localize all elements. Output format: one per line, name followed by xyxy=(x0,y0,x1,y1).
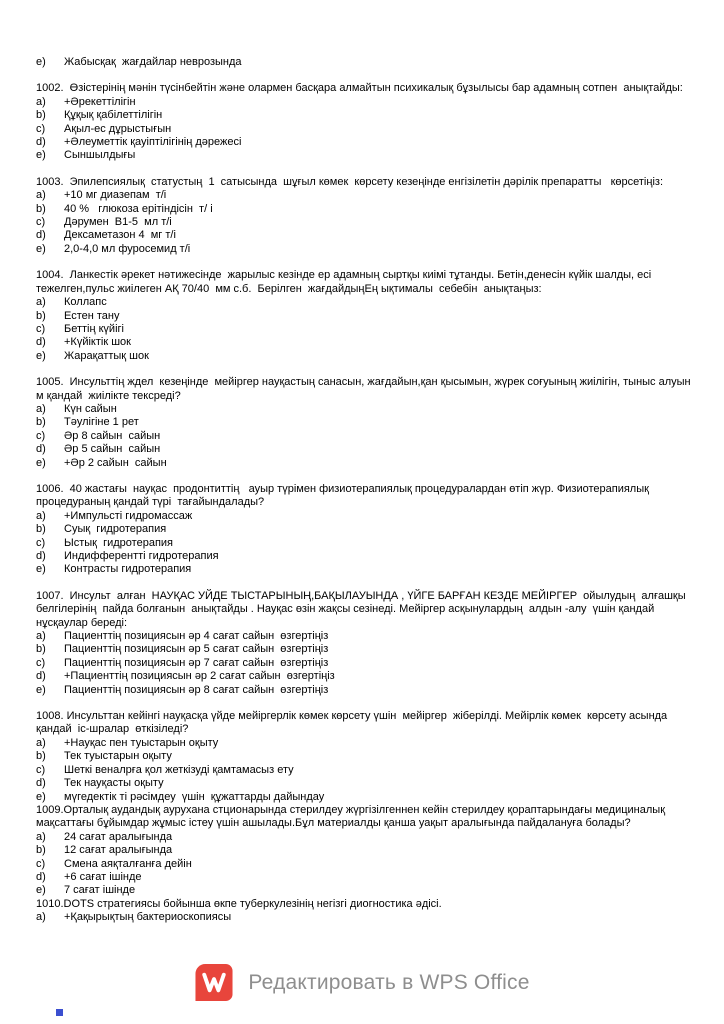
answer-option xyxy=(36,750,694,763)
option-text: Пациенттің позициясын әр 5 сағат сайын өзгертіңіз xyxy=(64,643,329,656)
wps-edit-button[interactable] xyxy=(0,963,724,1002)
option-text: Пациенттің позициясын әр 7 сағат сайын өзгертіңіз xyxy=(64,656,329,669)
option-letter: a) xyxy=(36,630,46,643)
answer-option xyxy=(36,550,694,563)
option-letter: e) xyxy=(36,884,46,897)
option-text: Тек науқасты оқыту xyxy=(64,777,164,790)
answer-option xyxy=(36,643,694,656)
option-letter: a) xyxy=(36,911,46,924)
option-letter: b) xyxy=(36,309,46,322)
option-text: +Әрекеттілігін xyxy=(64,95,136,108)
option-letter: d) xyxy=(36,136,46,149)
question-block xyxy=(36,898,694,925)
answer-option xyxy=(36,149,694,162)
option-text: 7 сағат ішінде xyxy=(64,884,136,897)
option-letter: a) xyxy=(36,830,46,843)
answer-option xyxy=(36,243,694,256)
option-text: Әр 8 сайын сайын xyxy=(64,429,161,442)
option-text: Пациенттің позициясын әр 8 сағат сайын өзгертіңіз xyxy=(64,683,329,696)
option-text: +Әр 2 сайын сайын xyxy=(64,456,167,469)
answer-option xyxy=(36,416,694,429)
option-letter: e) xyxy=(36,149,46,162)
answer-option xyxy=(36,563,694,576)
question-text: 1003. Эпилепсиялық статустың 1 сатысында шұғыл көмек көрсету кезеңінде енгізілетін дәрілік препаратты көрсетіңіз: xyxy=(36,175,663,188)
answer-option xyxy=(36,858,694,871)
answer-option xyxy=(36,350,694,363)
option-text: 12 сағат аралығында xyxy=(64,844,173,857)
wps-edit-label: Редактировать в WPS Office xyxy=(248,970,530,994)
answer-option xyxy=(36,323,694,336)
option-letter: b) xyxy=(36,523,46,536)
option-letter: b) xyxy=(36,202,46,215)
option-text: Ыстық гидротерапия xyxy=(64,536,174,549)
question-text: 1008. Инсульттан кейінгі науқасқа үйде мейіргерлік көмек көрсету үшін мейіргер жіберілді. Мейірлік көмек көрсету асында қандай іс-шралар өткізіледі? xyxy=(36,710,671,736)
question-block xyxy=(36,804,694,898)
option-text: +Күйіктік шок xyxy=(64,336,131,349)
option-letter: d) xyxy=(36,229,46,242)
question-block xyxy=(36,483,694,577)
option-letter: b) xyxy=(36,416,46,429)
question-text: 1006. 40 жастағы науқас продонтиттің ауыр түрімен физиотерапиялық процедуралардан өтіп жүр. Физиотерапиялық процедураның қандай түрі тағайындалады? xyxy=(36,482,652,509)
option-letter: e) xyxy=(36,790,46,803)
option-letter: b) xyxy=(36,643,46,656)
option-text: +Пациенттің позициясын әр 2 сағат сайын өзгертіңіз xyxy=(64,670,335,683)
option-letter: d) xyxy=(36,336,46,349)
option-letter: d) xyxy=(36,870,46,883)
answer-option xyxy=(36,229,694,242)
option-text: Дәрумен В1-5 мл т/і xyxy=(64,216,172,229)
option-text: Контрасты гидротерапия xyxy=(64,563,192,576)
option-letter: c) xyxy=(36,122,46,135)
answer-option xyxy=(36,430,694,443)
question-text: 1002. Өзістерінің мәнін түсінбейтін және олармен басқара алмайтын психикалық бұзылысы бар адамның сотпен анықтайды: xyxy=(36,82,683,95)
answer-option xyxy=(36,216,694,229)
option-letter: e) xyxy=(36,456,46,469)
question-text: 1009.Орталық аудандық аурухана стционарында стерилдеу жүргізілгеннен кейін стерилдеу қораптарындағы медициналық мақсаттағы бұйымдар жұмыс істеу үшін ашылады.Бұл материалды қанша уақыт аралығында пайдалануға болады? xyxy=(36,803,669,830)
option-text: Әр 5 сайын сайын xyxy=(64,443,161,456)
option-text: Индифферентті гидротерапия xyxy=(64,550,219,562)
answer-option xyxy=(36,777,694,790)
option-letter: a) xyxy=(36,95,46,108)
question-text: 1010.DOTS стратегиясы бойынша өкпе туберкулезінің негізгі диогностика әдісі. xyxy=(36,897,442,910)
option-text: Суық гидротерапия xyxy=(64,523,167,536)
question-block xyxy=(36,176,694,256)
answer-option xyxy=(36,310,694,323)
option-text: 2,0-4,0 мл фуросемид т/і xyxy=(64,242,191,255)
option-letter: a) xyxy=(36,509,46,522)
question-block xyxy=(36,269,694,363)
option-text: Пациенттің позициясын әр 4 сағат сайын өзгертіңіз xyxy=(64,630,329,643)
answer-option xyxy=(36,457,694,470)
corner-artifact xyxy=(56,1009,63,1016)
option-letter: c) xyxy=(36,536,46,549)
answer-option xyxy=(36,871,694,884)
answer-option xyxy=(36,884,694,897)
option-letter: c) xyxy=(36,216,46,229)
option-text: Шеткі веналрға қол жеткізуді қамтамасыз ету xyxy=(64,763,294,776)
answer-option xyxy=(36,96,694,109)
option-text: Жабысқақ жағдайлар неврозында xyxy=(64,56,242,68)
answer-option xyxy=(36,737,694,750)
option-letter: e) xyxy=(36,56,46,68)
option-text: Тәулігіне 1 рет xyxy=(64,416,139,429)
option-letter: b) xyxy=(36,844,46,857)
option-text: Естен тану xyxy=(64,309,120,322)
option-text: +10 мг диазепам т/і xyxy=(64,189,167,202)
answer-option xyxy=(36,764,694,777)
option-letter: c) xyxy=(36,429,46,442)
question-block xyxy=(36,376,694,470)
option-letter: d) xyxy=(36,777,46,790)
document-content xyxy=(36,56,694,925)
option-text: Беттің күйігі xyxy=(64,322,124,335)
option-letter: c) xyxy=(36,857,46,870)
option-text: Дексаметазон 4 мг т/і xyxy=(64,229,176,242)
option-letter: a) xyxy=(36,189,46,202)
option-letter: e) xyxy=(36,242,46,255)
question-text: 1004. Ланкестік әрекет нәтижесінде жарылыс кезінде ер адамның сыртқы киімі тұтанды. Бетін,денесін күйік шалды, есі тежелген,пульс жиілеген АҚ 70/40 мм с.б. Берілген жағдайдыңЕң ықтималы себебін анықтаңыз: xyxy=(36,269,655,295)
option-text: мүгедектік ті рәсімдеу үшін құжаттарды дайындау xyxy=(64,790,325,803)
option-text: 24 сағат аралығында xyxy=(64,830,173,843)
option-letter: c) xyxy=(36,322,46,335)
answer-option xyxy=(36,136,694,149)
answer-option xyxy=(36,684,694,697)
option-letter: e) xyxy=(36,349,46,362)
wps-logo-icon xyxy=(194,963,234,1002)
option-text: Коллапс xyxy=(64,296,107,309)
answer-option xyxy=(36,443,694,456)
question-block xyxy=(36,710,694,804)
option-text: +Қақырықтың бактериоскопиясы xyxy=(64,911,232,924)
option-letter: b) xyxy=(36,109,46,122)
answer-option xyxy=(36,831,694,844)
answer-option xyxy=(36,189,694,202)
option-letter: e) xyxy=(36,683,46,696)
answer-option xyxy=(36,296,694,309)
option-text: +Импульсті гидромассаж xyxy=(64,509,193,522)
answer-option xyxy=(36,123,694,136)
question-text: 1007. Инсульт алған НАУҚАС УЙДЕ ТЫСТАРЫНЫҢ,БАҚЫЛАУЫНДА , ҮЙГЕ БАРҒАН КЕЗДЕ МЕЙІРГЕР ойылудың алғашқы белгілерінің пайда болғанын анықтайды . Науқас өзін жақсы сезінеді. Мейіргер асқынулардың алдын -алу үшін қандай нұсқаулар береді: xyxy=(36,589,689,629)
option-letter: c) xyxy=(36,763,46,776)
option-text: +6 сағат ішінде xyxy=(64,870,142,883)
option-text: Күн сайын xyxy=(64,402,117,415)
answer-option xyxy=(36,911,694,924)
option-letter: a) xyxy=(36,296,46,309)
question-block xyxy=(36,590,694,697)
answer-option xyxy=(36,844,694,857)
option-text: +Әлеуметтік қауіптілігінің дәрежесі xyxy=(64,136,242,149)
question-block xyxy=(36,82,694,162)
option-letter: b) xyxy=(36,750,46,763)
answer-option xyxy=(36,403,694,416)
answer-option xyxy=(36,630,694,643)
answer-option xyxy=(36,510,694,523)
answer-option xyxy=(36,203,694,216)
answer-option xyxy=(36,56,694,69)
answer-option xyxy=(36,670,694,683)
option-letter: c) xyxy=(36,656,46,669)
option-letter: d) xyxy=(36,550,46,562)
option-text: Смена аяқталғанға дейін xyxy=(64,857,192,870)
answer-option xyxy=(36,109,694,122)
option-text: 40 % глюкоза ерітіндісін т/ і xyxy=(64,202,213,215)
option-text: Ақыл-ес дұрыстығын xyxy=(64,122,172,135)
option-letter: d) xyxy=(36,670,46,683)
option-text: Тек туыстарын оқыту xyxy=(64,750,172,763)
option-text: +Науқас пен туыстарын оқыту xyxy=(64,736,219,749)
option-letter: e) xyxy=(36,563,46,576)
option-text: Құқық қабілеттілігін xyxy=(64,109,163,122)
answer-option xyxy=(36,537,694,550)
option-letter: d) xyxy=(36,443,46,456)
option-letter: a) xyxy=(36,736,46,749)
answer-option xyxy=(36,791,694,804)
answer-option xyxy=(36,657,694,670)
answer-option xyxy=(36,336,694,349)
answer-option xyxy=(36,523,694,536)
option-text: Сыншылдығы xyxy=(64,149,136,162)
option-text: Жарақаттық шок xyxy=(64,349,149,362)
option-letter: a) xyxy=(36,402,46,415)
question-text: 1005. Инсульттің ждел кезеңінде мейіргер науқастың санасын, жағдайын,қан қысымын, жүрек соғуының жиілігін, тыныс алуын м қандай жиілікте тексреді? xyxy=(36,376,694,402)
options-block xyxy=(36,56,694,69)
